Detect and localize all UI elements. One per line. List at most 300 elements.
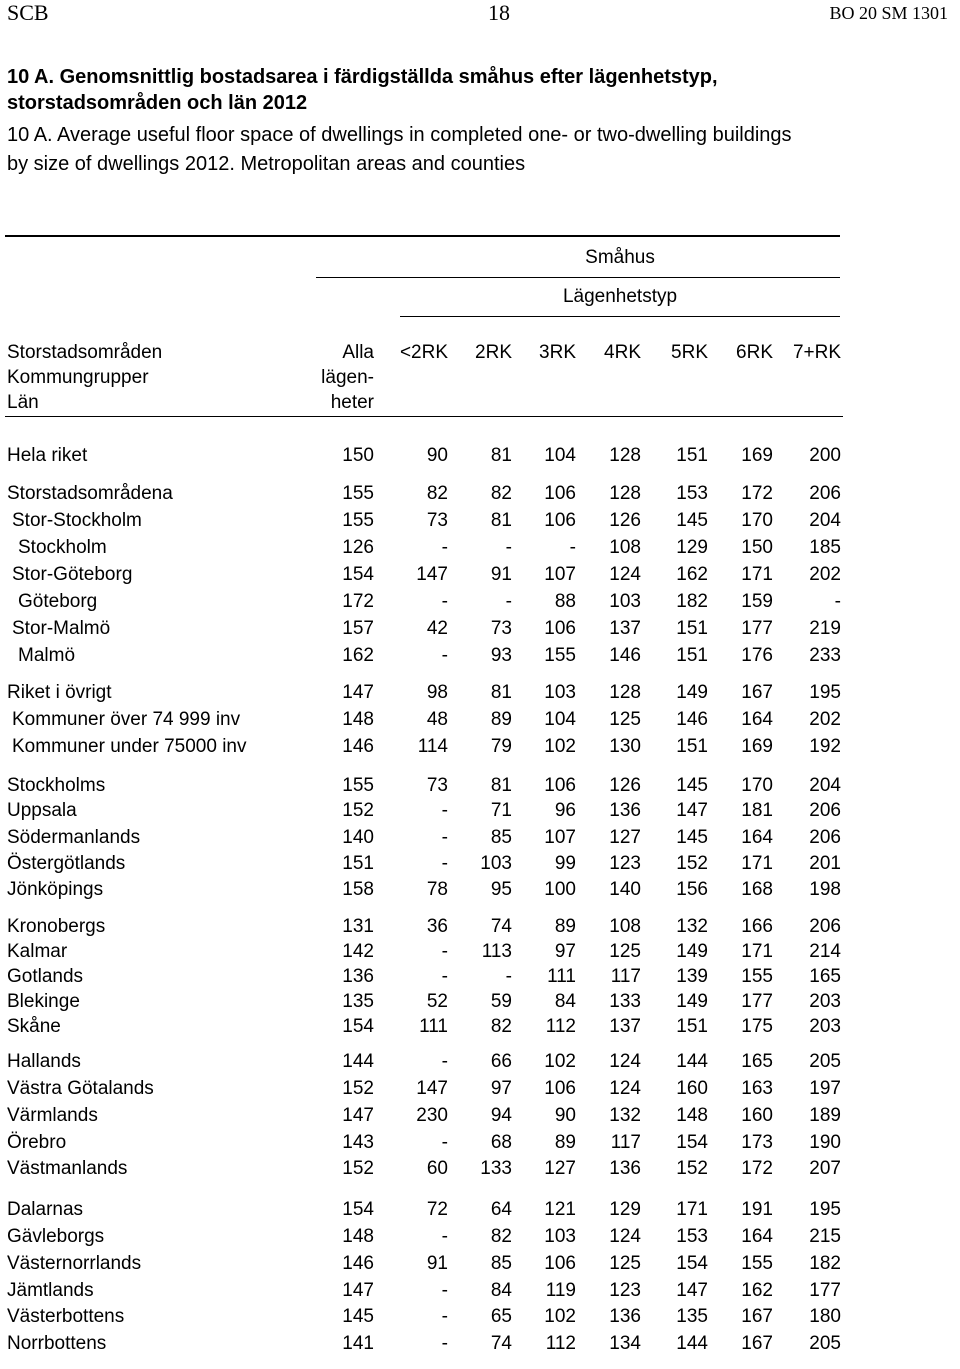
value-cell: 165 [741, 1051, 773, 1072]
value-cell: 168 [741, 879, 773, 900]
value-cell: 204 [809, 775, 841, 796]
table-title-english [7, 121, 947, 179]
value-cell: 164 [741, 709, 773, 730]
value-cell: 89 [554, 916, 576, 937]
row-label: Hallands [7, 1051, 81, 1072]
value-cell: 123 [609, 853, 641, 874]
column-header-rule [5, 416, 843, 417]
value-cell: 195 [809, 682, 841, 703]
value-cell: 182 [809, 1253, 841, 1274]
total-cell: 154 [342, 564, 374, 585]
value-cell: 90 [554, 1105, 576, 1126]
value-cell: - [441, 1051, 448, 1072]
value-cell: 185 [809, 537, 841, 558]
total-cell: 147 [342, 1105, 374, 1126]
title-sv-line-1: 10 A. Genomsnittlig bostadsarea i färdigställda småhus efter lägenhetstyp, [7, 66, 718, 88]
value-cell: 144 [676, 1333, 708, 1354]
total-cell: 148 [342, 709, 374, 730]
value-cell: 215 [809, 1226, 841, 1247]
total-cell: 147 [342, 682, 374, 703]
value-cell: 169 [741, 736, 773, 757]
value-cell: 104 [544, 709, 576, 730]
value-cell: - [505, 591, 512, 612]
value-cell: 126 [609, 775, 641, 796]
stub-header-line: Län [7, 392, 39, 413]
value-cell: 84 [554, 991, 576, 1012]
value-cell: 171 [741, 853, 773, 874]
subgroup-header-lagenhetstyp: Lägenhetstyp [562, 286, 678, 307]
table-row [0, 643, 960, 669]
value-cell: 113 [481, 941, 512, 962]
total-column-header [321, 340, 374, 415]
value-cell: 171 [741, 941, 773, 962]
value-cell: - [505, 966, 512, 987]
value-cell: 81 [490, 510, 512, 531]
value-cell: 146 [676, 709, 708, 730]
table-row [0, 589, 960, 615]
value-cell: 197 [809, 1078, 841, 1099]
value-cell: 156 [676, 879, 708, 900]
value-cell: 182 [676, 591, 708, 612]
table-row [0, 1331, 960, 1357]
table-row [0, 989, 960, 1015]
value-cell: 153 [676, 483, 708, 504]
value-cell: 132 [676, 916, 708, 937]
value-cell: 119 [545, 1280, 576, 1301]
table-row [0, 1251, 960, 1277]
table-row [0, 680, 960, 706]
table-row [0, 825, 960, 851]
value-cell: 125 [609, 1253, 641, 1274]
group-header-smahus: Småhus [585, 247, 655, 268]
stub-header [7, 340, 162, 415]
value-cell: 152 [676, 1158, 708, 1179]
table-row [0, 562, 960, 588]
publisher-label: SCB [7, 0, 49, 25]
row-label: Kommuner över 74 999 inv [12, 709, 241, 730]
value-cell: 114 [417, 736, 448, 757]
value-cell: 230 [416, 1105, 448, 1126]
row-label: Hela riket [7, 445, 88, 466]
value-cell: 97 [554, 941, 576, 962]
value-cell: 132 [609, 1105, 641, 1126]
value-cell: 103 [609, 591, 641, 612]
table-row [0, 773, 960, 799]
value-cell: 64 [490, 1199, 512, 1220]
value-cell: 136 [609, 1158, 641, 1179]
value-cell: 173 [741, 1132, 773, 1153]
value-cell: 149 [676, 941, 708, 962]
row-label: Malmö [18, 645, 76, 666]
table-row [0, 1224, 960, 1250]
value-cell: 128 [609, 682, 641, 703]
value-cell: 170 [741, 775, 773, 796]
row-label: Västernorrlands [7, 1253, 142, 1274]
row-label: Stor-Göteborg [12, 564, 133, 585]
value-cell: 108 [609, 916, 641, 937]
value-cell: 144 [676, 1051, 708, 1072]
value-cell: 177 [741, 991, 773, 1012]
value-cell: - [441, 537, 448, 558]
total-cell: 147 [342, 1280, 374, 1301]
value-cell: 66 [490, 1051, 512, 1072]
value-cell: 155 [544, 645, 576, 666]
total-header-line: lägen- [321, 367, 374, 388]
value-cell: - [441, 1132, 448, 1153]
table-row [0, 1156, 960, 1182]
row-label: Blekinge [7, 991, 80, 1012]
value-cell: 160 [741, 1105, 773, 1126]
value-cell: 137 [609, 618, 641, 639]
title-sv-line-2: storstadsområden och län 2012 [7, 92, 308, 114]
table-row [0, 508, 960, 534]
total-cell: 158 [342, 879, 374, 900]
value-cell: - [441, 1333, 448, 1354]
value-cell: 134 [609, 1333, 641, 1354]
page-header [0, 0, 960, 26]
total-cell: 145 [342, 1306, 374, 1327]
value-cell: 124 [609, 1051, 641, 1072]
total-cell: 126 [342, 537, 374, 558]
value-cell: 89 [554, 1132, 576, 1153]
value-cell: 91 [426, 1253, 448, 1274]
value-cell: 190 [809, 1132, 841, 1153]
value-cell: 73 [426, 510, 448, 531]
value-cell: 198 [809, 879, 841, 900]
total-cell: 146 [342, 1253, 374, 1274]
table-row [0, 914, 960, 940]
value-cell: 146 [609, 645, 641, 666]
total-cell: 131 [342, 916, 374, 937]
group-header-rule [316, 277, 840, 278]
value-cell: 125 [609, 709, 641, 730]
value-cell: 91 [490, 564, 512, 585]
total-cell: 154 [342, 1199, 374, 1220]
row-label: Stockholm [18, 537, 107, 558]
value-cell: 162 [676, 564, 708, 585]
value-cell: 175 [741, 1016, 773, 1037]
value-cell: 106 [544, 618, 576, 639]
table-row [0, 1076, 960, 1102]
value-cell: 139 [676, 966, 708, 987]
value-cell: 214 [809, 941, 841, 962]
value-cell: 176 [741, 645, 773, 666]
value-cell: 129 [609, 1199, 641, 1220]
stub-header-line: Storstadsområden [7, 342, 163, 363]
value-cell: 98 [426, 682, 448, 703]
value-cell: 147 [416, 564, 448, 585]
value-cell: 219 [809, 618, 841, 639]
value-cell: 79 [490, 736, 512, 757]
value-cell: 151 [676, 1016, 708, 1037]
total-cell: 162 [342, 645, 374, 666]
value-cell: 102 [544, 1306, 576, 1327]
value-cell: 171 [741, 564, 773, 585]
value-cell: 106 [544, 483, 576, 504]
total-cell: 143 [342, 1132, 374, 1153]
title-en-line-1: 10 A. Average useful floor space of dwellings in completed one- or two-dwelling buildings [7, 124, 792, 146]
value-cell: 135 [676, 1306, 708, 1327]
table-row [0, 481, 960, 507]
row-label: Kalmar [7, 941, 68, 962]
value-cell: 99 [554, 853, 576, 874]
value-cell: 145 [676, 510, 708, 531]
value-cell: 73 [426, 775, 448, 796]
value-cell: 123 [609, 1280, 641, 1301]
value-cell: 203 [809, 991, 841, 1012]
value-cell: 202 [809, 709, 841, 730]
value-cell: 147 [676, 1280, 708, 1301]
table-row [0, 939, 960, 965]
value-cell: 124 [609, 1226, 641, 1247]
value-cell: - [441, 645, 448, 666]
value-cell: 84 [490, 1280, 512, 1301]
value-cell: 88 [554, 591, 576, 612]
total-cell: 142 [342, 941, 374, 962]
table-row [0, 1130, 960, 1156]
value-cell: 181 [741, 800, 773, 821]
value-cell: 136 [609, 800, 641, 821]
value-cell: 127 [609, 827, 641, 848]
value-cell: 151 [676, 645, 708, 666]
value-cell: 145 [676, 827, 708, 848]
value-cell: 93 [490, 645, 512, 666]
total-cell: 152 [342, 1158, 374, 1179]
value-cell: 103 [544, 1226, 576, 1247]
total-cell: 144 [342, 1051, 374, 1072]
value-cell: 85 [490, 1253, 512, 1274]
total-cell: 151 [342, 853, 374, 874]
value-cell: 81 [490, 445, 512, 466]
column-header: 3RK [539, 342, 576, 363]
value-cell: 148 [676, 1105, 708, 1126]
table-row [0, 1049, 960, 1075]
row-label: Kronobergs [7, 916, 106, 937]
total-cell: 152 [342, 800, 374, 821]
value-cell: 205 [809, 1333, 841, 1354]
row-label: Jämtlands [7, 1280, 94, 1301]
table-row [0, 1014, 960, 1040]
value-cell: 95 [490, 879, 512, 900]
value-cell: - [441, 853, 448, 874]
total-cell: 136 [342, 966, 374, 987]
value-cell: 42 [426, 618, 448, 639]
value-cell: 100 [544, 879, 576, 900]
row-label: Västerbottens [7, 1306, 125, 1327]
table-row [0, 707, 960, 733]
table-row [0, 851, 960, 877]
value-cell: 73 [490, 618, 512, 639]
value-cell: 117 [610, 966, 641, 987]
value-cell: 85 [490, 827, 512, 848]
row-label: Jönköpings [7, 879, 104, 900]
value-cell: 107 [544, 827, 576, 848]
value-cell: 233 [809, 645, 841, 666]
row-label: Stockholms [7, 775, 106, 796]
value-cell: 128 [609, 445, 641, 466]
value-cell: 89 [490, 709, 512, 730]
value-cell: 202 [809, 564, 841, 585]
value-cell: 165 [809, 966, 841, 987]
row-label: Dalarnas [7, 1199, 84, 1220]
table-row [0, 964, 960, 990]
value-cell: 68 [490, 1132, 512, 1153]
value-cell: 145 [676, 775, 708, 796]
value-cell: 106 [544, 510, 576, 531]
table-title-swedish [7, 64, 947, 116]
value-cell: 151 [676, 445, 708, 466]
row-label: Göteborg [18, 591, 98, 612]
row-label: Västra Götalands [7, 1078, 154, 1099]
value-cell: 96 [554, 800, 576, 821]
value-cell: - [441, 966, 448, 987]
value-cell: 82 [426, 483, 448, 504]
row-label: Kommuner under 75000 inv [12, 736, 247, 757]
row-label: Uppsala [7, 800, 77, 821]
value-cell: 169 [741, 445, 773, 466]
value-cell: 112 [545, 1333, 576, 1354]
stub-header-line: Kommungrupper [7, 367, 149, 388]
total-cell: 155 [342, 510, 374, 531]
value-cell: 149 [676, 682, 708, 703]
value-cell: 97 [490, 1078, 512, 1099]
value-cell: 177 [741, 618, 773, 639]
total-cell: 155 [342, 483, 374, 504]
value-cell: 124 [609, 564, 641, 585]
value-cell: 167 [741, 682, 773, 703]
value-cell: - [441, 800, 448, 821]
value-cell: 147 [676, 800, 708, 821]
total-cell: 152 [342, 1078, 374, 1099]
value-cell: 192 [809, 736, 841, 757]
value-cell: 159 [741, 591, 773, 612]
subgroup-header-rule [400, 316, 840, 317]
value-cell: 133 [480, 1158, 512, 1179]
table-row [0, 443, 960, 469]
total-cell: 135 [342, 991, 374, 1012]
row-label: Skåne [7, 1016, 61, 1037]
value-cell: 172 [741, 483, 773, 504]
table-row [0, 1197, 960, 1223]
value-cell: 108 [609, 537, 641, 558]
table-row [0, 1103, 960, 1129]
value-cell: - [441, 941, 448, 962]
value-cell: 153 [676, 1226, 708, 1247]
value-cell: 74 [490, 1333, 512, 1354]
value-cell: 206 [809, 827, 841, 848]
column-header: 2RK [475, 342, 512, 363]
value-cell: 107 [544, 564, 576, 585]
value-cell: 81 [490, 682, 512, 703]
value-cell: 94 [490, 1105, 512, 1126]
total-cell: 172 [342, 591, 374, 612]
row-label: Norrbottens [7, 1333, 107, 1354]
value-cell: 207 [809, 1158, 841, 1179]
total-header-line: Alla [342, 342, 374, 363]
value-cell: 128 [609, 483, 641, 504]
table-top-rule [5, 235, 840, 237]
column-header: 5RK [671, 342, 708, 363]
value-cell: 154 [676, 1253, 708, 1274]
value-cell: 140 [609, 879, 641, 900]
value-cell: 117 [610, 1132, 641, 1153]
value-cell: 82 [490, 1226, 512, 1247]
value-cell: 52 [426, 991, 448, 1012]
value-cell: 136 [609, 1306, 641, 1327]
value-cell: 180 [809, 1306, 841, 1327]
column-header: 7+RK [792, 342, 841, 363]
value-cell: 103 [544, 682, 576, 703]
value-cell: 106 [544, 1253, 576, 1274]
value-cell: 152 [676, 853, 708, 874]
total-cell: 146 [342, 736, 374, 757]
value-cell: 172 [741, 1158, 773, 1179]
value-cell: 195 [809, 1199, 841, 1220]
value-cell: 204 [809, 510, 841, 531]
value-cell: 121 [544, 1199, 576, 1220]
value-cell: 205 [809, 1051, 841, 1072]
value-cell: 102 [544, 1051, 576, 1072]
value-cell: 133 [609, 991, 641, 1012]
value-cell: 137 [609, 1016, 641, 1037]
row-label: Södermanlands [7, 827, 141, 848]
publication-id: BO 20 SM 1301 [829, 3, 948, 23]
total-header-line: heter [330, 392, 374, 413]
row-label: Västmanlands [7, 1158, 128, 1179]
value-cell: 201 [809, 853, 841, 874]
row-label: Gävleborgs [7, 1226, 105, 1247]
value-cell: 78 [426, 879, 448, 900]
total-cell: 155 [342, 775, 374, 796]
row-label: Östergötlands [7, 853, 126, 874]
column-header: 6RK [736, 342, 773, 363]
value-cell: - [441, 1280, 448, 1301]
value-cell: 149 [676, 991, 708, 1012]
value-cell: 48 [426, 709, 448, 730]
table-row [0, 877, 960, 903]
row-label: Stor-Malmö [12, 618, 111, 639]
value-cell: - [505, 537, 512, 558]
total-cell: 157 [342, 618, 374, 639]
value-cell: 130 [609, 736, 641, 757]
value-cell: 191 [741, 1199, 773, 1220]
value-cell: - [441, 1306, 448, 1327]
table-row [0, 1278, 960, 1304]
value-cell: 200 [809, 445, 841, 466]
value-cell: 36 [426, 916, 448, 937]
value-cell: 72 [426, 1199, 448, 1220]
page-number: 18 [488, 0, 510, 25]
value-cell: 126 [609, 510, 641, 531]
value-cell: 155 [741, 1253, 773, 1274]
value-cell: 164 [741, 827, 773, 848]
row-label: Örebro [7, 1132, 67, 1153]
value-cell: 129 [676, 537, 708, 558]
value-cell: 189 [809, 1105, 841, 1126]
value-cell: 206 [809, 483, 841, 504]
value-cell: 82 [490, 1016, 512, 1037]
value-cell: 167 [741, 1306, 773, 1327]
row-label: Gotlands [7, 966, 84, 987]
row-label: Storstadsområdena [7, 483, 173, 504]
value-cell: 71 [490, 800, 512, 821]
value-cell: 147 [416, 1078, 448, 1099]
value-cell: 150 [741, 537, 773, 558]
value-cell: 162 [741, 1280, 773, 1301]
value-cell: 81 [490, 775, 512, 796]
row-label: Stor-Stockholm [12, 510, 142, 531]
value-cell: 177 [809, 1280, 841, 1301]
